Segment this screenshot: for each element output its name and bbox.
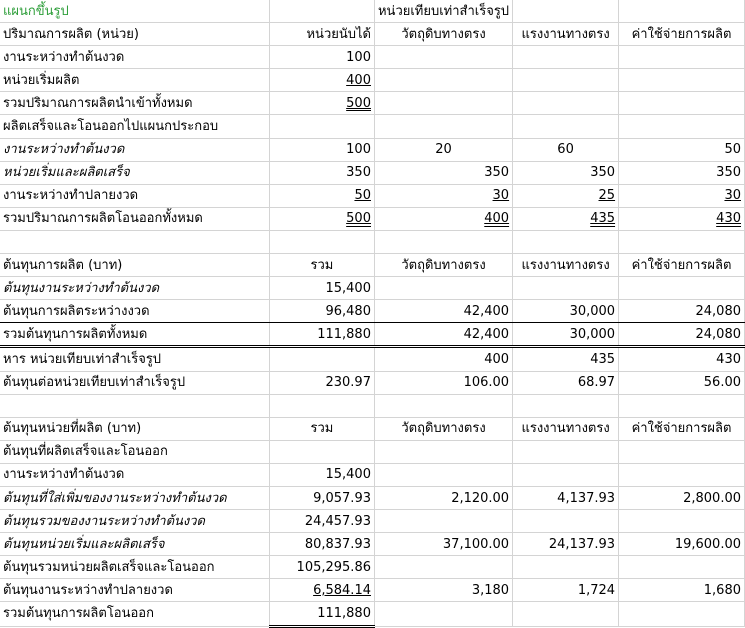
cell-empty[interactable]	[374, 46, 512, 69]
cell-value[interactable]: 80,837.93	[269, 533, 374, 556]
cell-empty[interactable]	[513, 115, 619, 138]
row-label[interactable]: รวมต้นทุนการผลิตโอนออก	[0, 602, 269, 626]
cell-empty[interactable]	[374, 556, 512, 579]
table-row	[0, 323, 745, 347]
cell-empty[interactable]	[513, 92, 619, 115]
cell-value[interactable]: 430	[619, 207, 745, 230]
cell-value[interactable]: 350	[619, 161, 745, 184]
section2-title-cell[interactable]: ต้นทุนการผลิต (บาท)	[0, 254, 269, 277]
cell-value[interactable]: 30,000	[513, 300, 619, 323]
row-label[interactable]: หาร หน่วยเทียบเท่าสำเร็จรูป	[0, 347, 269, 371]
table-row	[0, 207, 745, 230]
row-label[interactable]: ต้นทุนรวมหน่วยผลิตเสร็จและโอนออก	[0, 556, 269, 579]
row-label[interactable]: งานระหว่างทำต้นงวด	[0, 46, 269, 69]
section1-title-cell[interactable]: ปริมาณการผลิต (หน่วย)	[0, 23, 269, 46]
cell-empty[interactable]	[269, 230, 374, 253]
cell-empty[interactable]	[619, 69, 745, 92]
row-title	[0, 0, 745, 23]
cell-value[interactable]: 60	[513, 138, 619, 161]
cell-value[interactable]: 56.00	[619, 371, 745, 394]
cell-empty[interactable]	[619, 46, 745, 69]
cell-empty[interactable]	[619, 0, 745, 23]
cell-value[interactable]: 42,400	[374, 300, 512, 323]
cell-empty[interactable]	[513, 510, 619, 533]
cell-value[interactable]: 400	[374, 207, 512, 230]
cell-value[interactable]: 6,584.14	[269, 579, 374, 602]
cell-value[interactable]: 30	[619, 184, 745, 207]
cell-value[interactable]: 2,800.00	[619, 486, 745, 509]
row-label[interactable]: ผลิตเสร็จและโอนออกไปแผนกประกอบ	[0, 115, 269, 138]
cell-value[interactable]: 19,600.00	[619, 533, 745, 556]
cell-value[interactable]: 350	[374, 161, 512, 184]
cell-empty[interactable]	[513, 556, 619, 579]
cell-value[interactable]: 500	[269, 207, 374, 230]
table-row	[0, 579, 745, 602]
table-row	[0, 161, 745, 184]
cell-empty[interactable]	[0, 394, 269, 417]
cell-value[interactable]: 24,137.93	[513, 533, 619, 556]
cell-empty[interactable]	[619, 463, 745, 486]
cell-empty[interactable]	[619, 556, 745, 579]
cell-empty[interactable]	[513, 602, 619, 626]
row-label[interactable]: รวมต้นทุนการผลิตทั้งหมด	[0, 323, 269, 347]
cell-value[interactable]: 24,080	[619, 300, 745, 323]
table-row	[0, 115, 745, 138]
cell-empty[interactable]	[619, 115, 745, 138]
cell-empty[interactable]	[269, 347, 374, 371]
cell-value[interactable]: 68.97	[513, 371, 619, 394]
col-head-oh[interactable]: ค่าใช้จ่ายการผลิต	[619, 417, 745, 440]
cell-value[interactable]: 9,057.93	[269, 486, 374, 509]
cell-empty[interactable]	[619, 602, 745, 626]
cell-empty[interactable]	[374, 277, 512, 300]
cell-empty[interactable]	[374, 510, 512, 533]
col-head-dm[interactable]: วัตถุดิบทางตรง	[374, 23, 512, 46]
cell-empty[interactable]	[269, 115, 374, 138]
cell-value[interactable]: 20	[374, 138, 512, 161]
cell-value[interactable]: 435	[513, 207, 619, 230]
cell-value[interactable]: 105,295.86	[269, 556, 374, 579]
cell-value[interactable]: 400	[374, 347, 512, 371]
row-label[interactable]: รวมปริมาณการผลิตโอนออกทั้งหมด	[0, 207, 269, 230]
cell-value[interactable]: 15,400	[269, 277, 374, 300]
row-label[interactable]: รวมปริมาณการผลิตนำเข้าทั้งหมด	[0, 92, 269, 115]
table-row	[0, 486, 745, 509]
cell-value[interactable]: 30	[374, 184, 512, 207]
cell-value[interactable]: 15,400	[269, 463, 374, 486]
row-section1-head	[0, 23, 745, 46]
row-label[interactable]: ต้นทุนที่ผลิตเสร็จและโอนออก	[0, 440, 269, 463]
cell-empty[interactable]	[269, 394, 374, 417]
row-label[interactable]: ต้นทุนการผลิตระหว่างงวด	[0, 300, 269, 323]
cell-value[interactable]: 111,880	[269, 602, 374, 626]
cell-value[interactable]: 1,680	[619, 579, 745, 602]
cell-empty[interactable]	[374, 602, 512, 626]
cell-value[interactable]: 111,880	[269, 323, 374, 347]
cell-empty[interactable]	[374, 92, 512, 115]
cell-value[interactable]: 100	[269, 46, 374, 69]
cell-value[interactable]: 106.00	[374, 371, 512, 394]
table-row	[0, 510, 745, 533]
row-section3-head	[0, 417, 745, 440]
cell-empty[interactable]	[513, 230, 619, 253]
row-label[interactable]: ต้นทุนที่ใส่เพิ่มของงานระหว่างทำต้นงวด	[0, 486, 269, 509]
row-label[interactable]: หน่วยเริ่มและผลิตเสร็จ	[0, 161, 269, 184]
col-head-total[interactable]: รวม	[269, 254, 374, 277]
table-row	[0, 46, 745, 69]
cell-value[interactable]: 350	[269, 161, 374, 184]
table-row	[0, 347, 745, 371]
table-row	[0, 463, 745, 486]
col-head-dl[interactable]: แรงงานทางตรง	[513, 254, 619, 277]
cell-empty[interactable]	[619, 510, 745, 533]
row-label[interactable]: หน่วยเริ่มผลิต	[0, 69, 269, 92]
ep-header-cell[interactable]: หน่วยเทียบเท่าสำเร็จรูป	[374, 0, 512, 23]
cell-empty[interactable]	[0, 230, 269, 253]
cell-empty[interactable]	[374, 115, 512, 138]
table-row	[0, 300, 745, 323]
cell-empty[interactable]	[374, 440, 512, 463]
col-head-units[interactable]: หน่วยนับได้	[269, 23, 374, 46]
cell-value[interactable]: 42,400	[374, 323, 512, 347]
col-head-oh[interactable]: ค่าใช้จ่ายการผลิต	[619, 254, 745, 277]
table-row	[0, 440, 745, 463]
cell-value[interactable]: 2,120.00	[374, 486, 512, 509]
cell-empty[interactable]	[619, 440, 745, 463]
cell-value[interactable]: 435	[513, 347, 619, 371]
table-row	[0, 371, 745, 394]
cell-empty[interactable]	[619, 230, 745, 253]
cell-value[interactable]: 230.97	[269, 371, 374, 394]
cell-empty[interactable]	[619, 92, 745, 115]
cell-value[interactable]: 500	[269, 92, 374, 115]
cell-value[interactable]: 96,480	[269, 300, 374, 323]
cell-value[interactable]: 24,457.93	[269, 510, 374, 533]
cell-value[interactable]: 24,080	[619, 323, 745, 347]
table-row	[0, 184, 745, 207]
row-label[interactable]: ต้นทุนงานระหว่างทำปลายงวด	[0, 579, 269, 602]
row-label[interactable]: ต้นทุนต่อหน่วยเทียบเท่าสำเร็จรูป	[0, 371, 269, 394]
section3-title-cell[interactable]: ต้นทุนหน่วยที่ผลิต (บาท)	[0, 417, 269, 440]
table-row	[0, 533, 745, 556]
table-row	[0, 138, 745, 161]
cell-value[interactable]: 100	[269, 138, 374, 161]
cell-empty[interactable]	[513, 463, 619, 486]
cell-empty[interactable]	[513, 440, 619, 463]
cell-value[interactable]: 430	[619, 347, 745, 371]
cell-value[interactable]: 3,180	[374, 579, 512, 602]
col-head-dl[interactable]: แรงงานทางตรง	[513, 417, 619, 440]
cell-empty[interactable]	[374, 69, 512, 92]
cell-value[interactable]: 50	[619, 138, 745, 161]
table-row	[0, 277, 745, 300]
row-blank	[0, 230, 745, 253]
cell-value[interactable]: 30,000	[513, 323, 619, 347]
table-row	[0, 69, 745, 92]
cell-value[interactable]: 4,137.93	[513, 486, 619, 509]
cell-empty[interactable]	[374, 394, 512, 417]
row-blank	[0, 394, 745, 417]
cell-value[interactable]: 50	[269, 184, 374, 207]
cell-value[interactable]: 350	[513, 161, 619, 184]
table-row	[0, 556, 745, 579]
cell-empty[interactable]	[374, 463, 512, 486]
row-label[interactable]: ต้นทุนหน่วยเริ่มและผลิตเสร็จ	[0, 533, 269, 556]
cell-value[interactable]: 400	[269, 69, 374, 92]
cell-empty[interactable]	[513, 69, 619, 92]
table-row	[0, 92, 745, 115]
cell-empty[interactable]	[513, 46, 619, 69]
cell-empty[interactable]	[269, 440, 374, 463]
cell-value[interactable]: 25	[513, 184, 619, 207]
cell-empty[interactable]	[374, 230, 512, 253]
cell-empty[interactable]	[513, 394, 619, 417]
cell-empty[interactable]	[619, 394, 745, 417]
cell-empty[interactable]	[513, 277, 619, 300]
col-head-dl[interactable]: แรงงานทางตรง	[513, 23, 619, 46]
col-head-total[interactable]: รวม	[269, 417, 374, 440]
row-label[interactable]: งานระหว่างทำปลายงวด	[0, 184, 269, 207]
cell-empty[interactable]	[513, 0, 619, 23]
cell-value[interactable]: 37,100.00	[374, 533, 512, 556]
row-section2-head	[0, 254, 745, 277]
cell-value[interactable]: 1,724	[513, 579, 619, 602]
row-label[interactable]: งานระหว่างทำต้นงวด	[0, 138, 269, 161]
cell-empty[interactable]	[269, 0, 374, 23]
row-label[interactable]: งานระหว่างทำต้นงวด	[0, 463, 269, 486]
row-label[interactable]: ต้นทุนรวมของงานระหว่างทำต้นงวด	[0, 510, 269, 533]
cell-empty[interactable]	[619, 277, 745, 300]
col-head-dm[interactable]: วัตถุดิบทางตรง	[374, 254, 512, 277]
sheet-title-cell[interactable]: แผนกขึ้นรูป	[0, 0, 269, 23]
row-label[interactable]: ต้นทุนงานระหว่างทำต้นงวด	[0, 277, 269, 300]
table-row	[0, 602, 745, 626]
col-head-dm[interactable]: วัตถุดิบทางตรง	[374, 417, 512, 440]
col-head-oh[interactable]: ค่าใช้จ่ายการผลิต	[619, 23, 745, 46]
